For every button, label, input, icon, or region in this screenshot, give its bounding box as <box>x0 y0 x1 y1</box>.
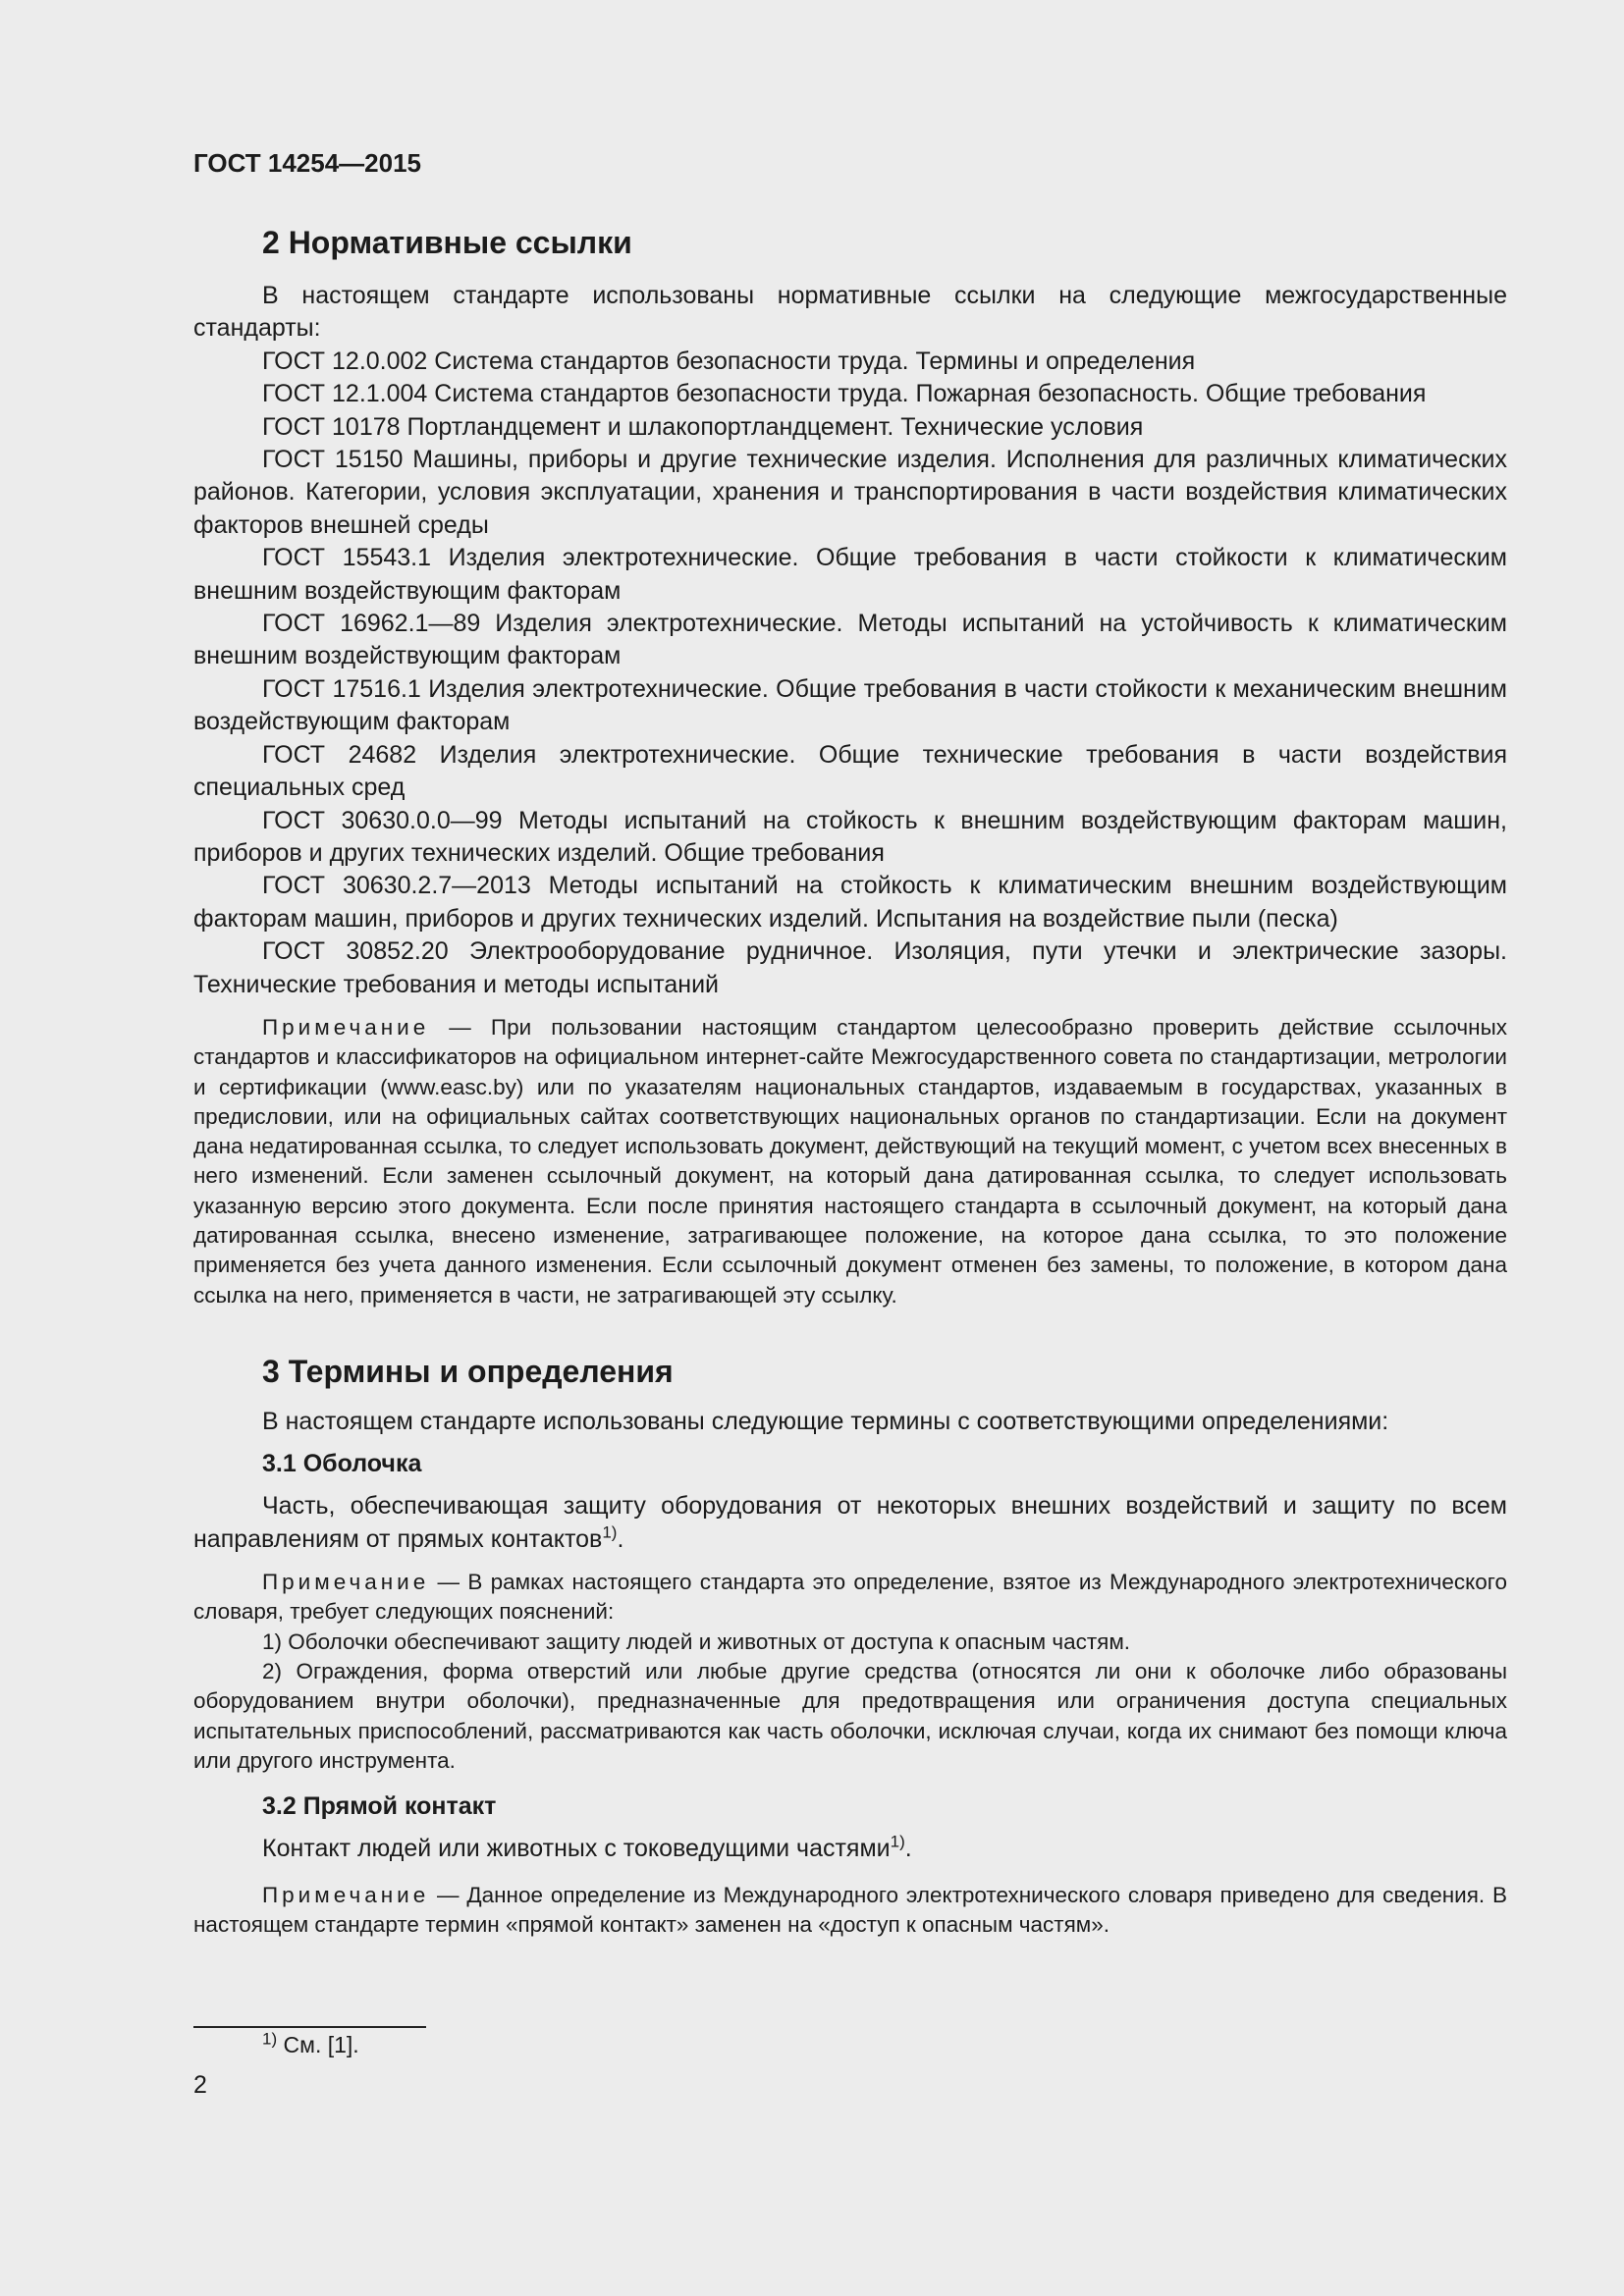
note-label: Примечание <box>262 1014 430 1040</box>
note-text: При пользовании настоящим стандартом целесообразно проверить действие ссылочных стандартов и классификаторов на официальном интернет-сайте Межгосударственного совета по стандартизации, метрологии и сертификации (www.easc.by) или по указателям национальных стандартов, издаваемым в государствах, указанных в предисловии, или на официальных сайтах соответствующих национальных органов по стандартизации. Если на документ дана недатированная ссылка, то следует использовать документ, действующий на текущий момент, с учетом всех внесенных в него изменений. Если заменен ссылочный документ, на который дана датированная ссылка, то следует использовать указанную версию этого документа. Если после принятия настоящего стандарта в ссылочный документ, на который дана датированная ссылка, внесено изменение, затрагивающее положение, на которое дана ссылка, то это положение применяется без учета данного изменения. Если ссылочный документ отменен без замены, то положение, в котором дана ссылка на него, применяется в части, не затрагивающей эту ссылку. <box>193 1014 1507 1308</box>
note-item-1: 1) Оболочки обеспечивают защиту людей и животных от доступа к опасным частям. <box>262 1629 1131 1654</box>
period: . <box>904 1835 912 1863</box>
term-3-2-note <box>193 1881 1507 1941</box>
note-dash: — <box>429 1570 468 1595</box>
term-3-1-definition <box>193 1490 1507 1556</box>
footnote-mark: 1) <box>262 2029 278 2049</box>
footnote-text: См. [1]. <box>283 2032 359 2057</box>
term-3-1-title: 3.1 Оболочка <box>262 1450 422 1478</box>
normative-ref: ГОСТ 30630.0.0—99 Методы испытаний на стойкость к внешним воздействующим факторам машин, приборов и других технических изделий. Общие требования <box>193 806 1507 867</box>
page-content <box>193 223 1507 1940</box>
footnote-divider <box>193 2026 426 2028</box>
term-3-2-title: 3.2 Прямой контакт <box>262 1792 497 1821</box>
note-dash: — <box>429 1014 491 1040</box>
footnote-ref: 1) <box>602 1522 618 1542</box>
document-header: ГОСТ 14254—2015 <box>193 148 421 178</box>
note-text: В рамках настоящего стандарта это определение, взятое из Международного электротехнического словаря, требует следующих пояснений: <box>193 1570 1507 1625</box>
note-item-2: 2) Ограждения, форма отверстий или любые другие средства (относятся ли они к оболочке либо образованы оборудованием внутри оболочки), предназначенные для предотвращения или ограничения доступа специальных испытательных приспособлений, рассматриваются как часть оболочки, исключая случаи, когда их снимают без помощи ключа или другого инструмента. <box>193 1659 1507 1773</box>
section-3-intro: В настоящем стандарте использованы следующие термины с соответствующими определениями: <box>262 1407 1389 1435</box>
normative-ref: ГОСТ 30630.2.7—2013 Методы испытаний на стойкость к климатическим внешним воздействующим факторам машин, приборов и других технических изделий. Испытания на воздействие пыли (песка) <box>193 872 1507 933</box>
term-3-1-note <box>193 1568 1507 1628</box>
note-label: Примечание <box>262 1882 430 1907</box>
section-2-intro: В настоящем стандарте использованы нормативные ссылки на следующие межгосударственные стандарты: <box>193 282 1507 343</box>
term-3-2-text: Контакт людей или животных с токоведущими частями <box>262 1835 891 1863</box>
note-dash: — <box>429 1882 467 1907</box>
normative-ref: ГОСТ 16962.1—89 Изделия электротехнические. Методы испытаний на устойчивость к климатическим внешним воздействующим факторам <box>193 610 1507 670</box>
note-label: Примечание <box>262 1570 430 1595</box>
normative-ref: ГОСТ 30852.20 Электрооборудование рудничное. Изоляция, пути утечки и электрические зазоры. Технические требования и методы испытаний <box>193 937 1507 998</box>
section-2-note <box>193 1013 1507 1310</box>
term-3-2-definition <box>193 1833 1507 1865</box>
normative-ref: ГОСТ 17516.1 Изделия электротехнические. Общие требования в части стойкости к механическим внешним воздействующим факторам <box>193 674 1507 736</box>
normative-ref: ГОСТ 12.1.004 Система стандартов безопасности труда. Пожарная безопасность. Общие требования <box>262 380 1427 408</box>
normative-ref: ГОСТ 15543.1 Изделия электротехнические. Общие требования в части стойкости к климатическим внешним воздействующим факторам <box>193 544 1507 605</box>
period: . <box>617 1524 624 1553</box>
section-2-title: 2 Нормативные ссылки <box>262 225 632 260</box>
footnote <box>262 2030 359 2059</box>
term-3-1-text: Часть, обеспечивающая защиту оборудования от некоторых внешних воздействий и защиту по всем направлениям от прямых контактов <box>193 1492 1507 1553</box>
footnote-ref: 1) <box>890 1832 905 1851</box>
normative-ref: ГОСТ 24682 Изделия электротехнические. Общие технические требования в части воздействия специальных сред <box>193 740 1507 802</box>
page-number: 2 <box>193 2071 207 2099</box>
note-text: Данное определение из Международного электротехнического словаря приведено для сведения. В настоящем стандарте термин «прямой контакт» заменен на «доступ к опасным частям». <box>193 1882 1507 1937</box>
normative-ref: ГОСТ 12.0.002 Система стандартов безопасности труда. Термины и определения <box>262 347 1196 375</box>
normative-ref: ГОСТ 15150 Машины, приборы и другие технические изделия. Исполнения для различных климатических районов. Категории, условия эксплуатации, хранения и транспортирования в части воздействия климатических факторов внешней среды <box>193 446 1507 539</box>
normative-ref: ГОСТ 10178 Портландцемент и шлакопортландцемент. Технические условия <box>262 412 1144 441</box>
section-3-title: 3 Термины и определения <box>262 1353 674 1389</box>
